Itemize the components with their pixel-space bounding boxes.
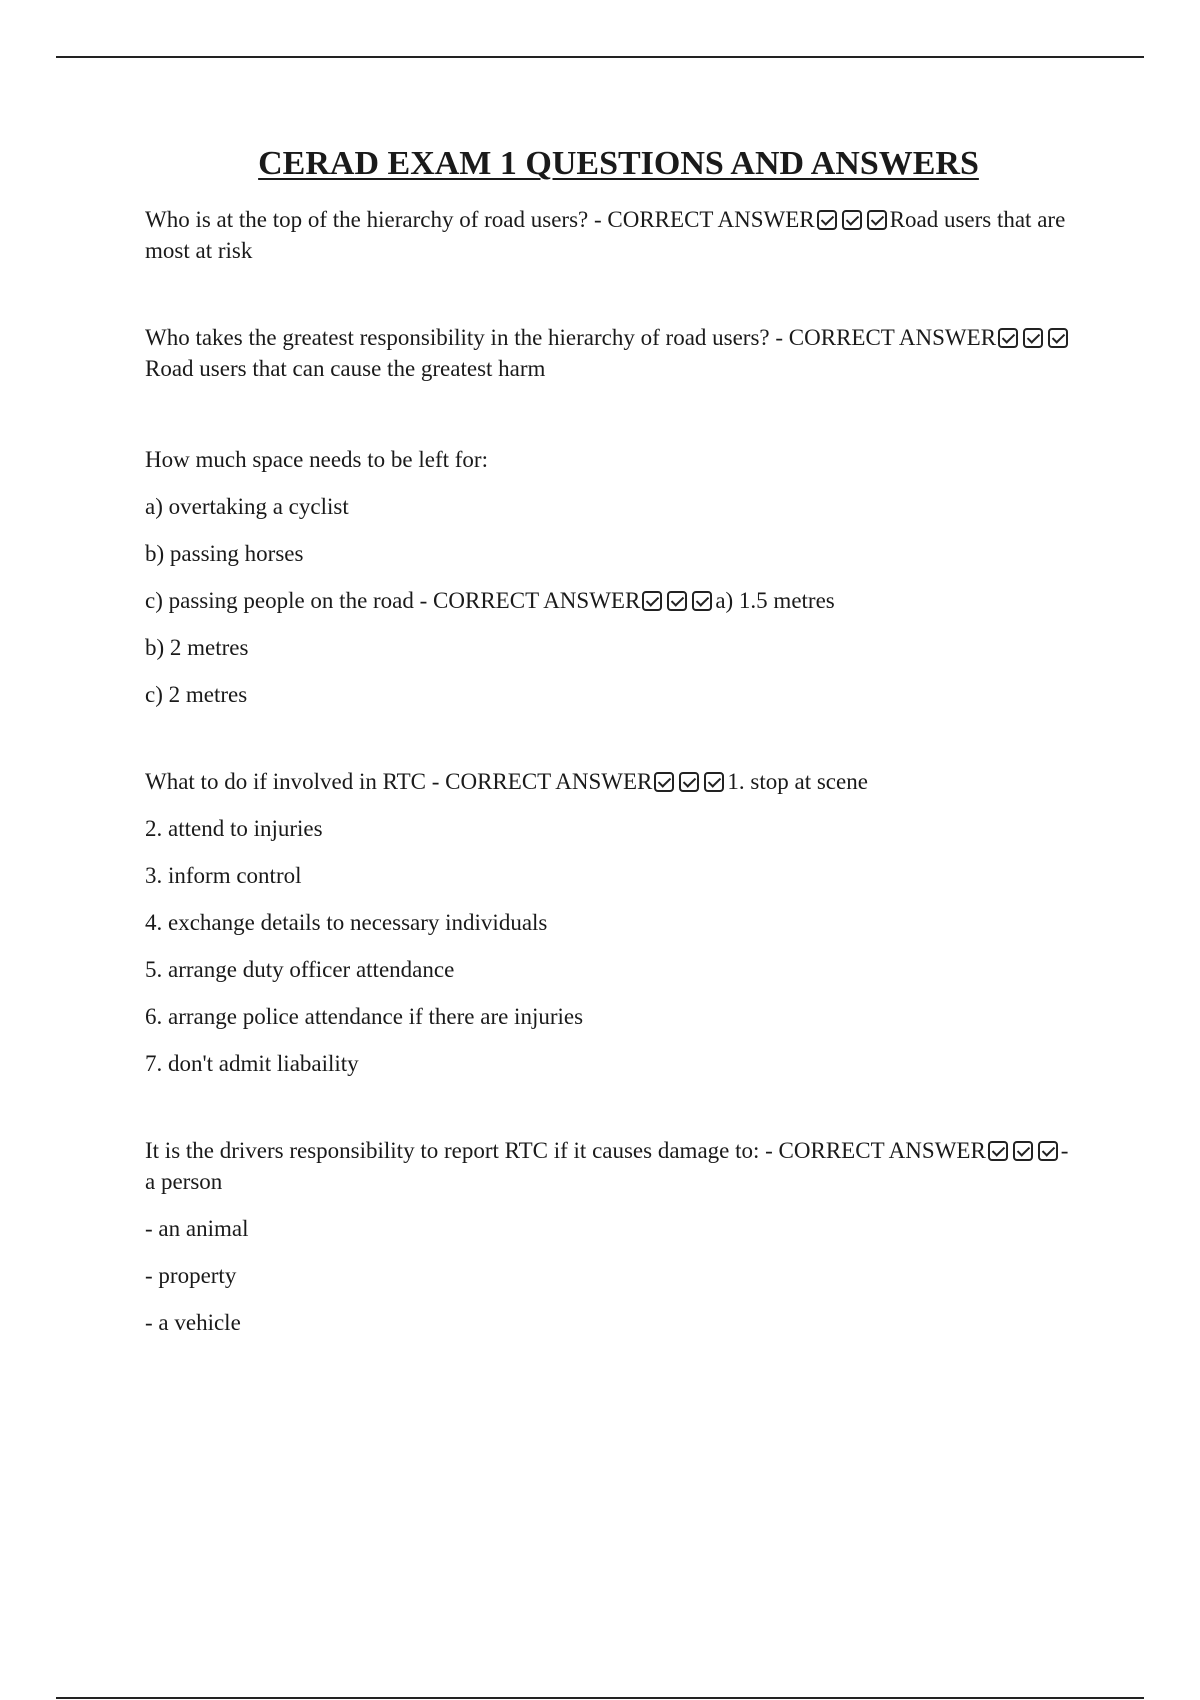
answer-line: - an animal	[145, 1216, 249, 1241]
check-box-icon	[842, 210, 862, 230]
check-box-icon	[1013, 1141, 1033, 1161]
check-box-icon	[654, 772, 674, 792]
check-box-icon	[817, 210, 837, 230]
qa-content	[145, 204, 1075, 1354]
answer-line: - property	[145, 1263, 237, 1288]
check-box-icon	[867, 210, 887, 230]
check-box-icon	[642, 591, 662, 611]
qa-item-2	[145, 322, 1075, 384]
qa-question-line	[145, 204, 1075, 266]
qa-question-line	[145, 766, 1075, 797]
question-text: c) passing people on the road - CORRECT ANSWER	[145, 588, 641, 613]
check-box-icon	[679, 772, 699, 792]
qa-question-line	[145, 322, 1075, 384]
check-box-icon	[1038, 1141, 1058, 1161]
qa-item-3	[145, 444, 1075, 710]
answer-line: - a vehicle	[145, 1310, 241, 1335]
question-text: Who takes the greatest responsibility in the hierarchy of road users? - CORRECT ANSWER	[145, 325, 997, 350]
answer-text: - a person	[145, 1138, 1069, 1194]
question-text: It is the drivers responsibility to report RTC if it causes damage to: - CORRECT ANSWER	[145, 1138, 986, 1163]
qa-item-5	[145, 1135, 1075, 1338]
check-box-icon	[692, 591, 712, 611]
qa-question-line	[145, 585, 1075, 616]
check-box-icon	[988, 1141, 1008, 1161]
answer-text: Road users that can cause the greatest harm	[145, 356, 546, 381]
qa-item-1	[145, 204, 1075, 266]
question-line: How much space needs to be left for:	[145, 447, 488, 472]
answer-line: 3. inform control	[145, 863, 302, 888]
question-text: Who is at the top of the hierarchy of road users? - CORRECT ANSWER	[145, 207, 815, 232]
qa-question-line	[145, 1135, 1075, 1197]
check-box-icon	[998, 328, 1018, 348]
question-line: a) overtaking a cyclist	[145, 494, 349, 519]
check-box-icon	[667, 591, 687, 611]
question-line: b) passing horses	[145, 541, 304, 566]
answer-line: c) 2 metres	[145, 682, 248, 707]
check-box-icon	[1023, 328, 1043, 348]
answer-line: 7. don't admit liabaility	[145, 1051, 359, 1076]
answer-line: 6. arrange police attendance if there are injuries	[145, 1004, 584, 1029]
bottom-rule	[56, 1697, 1144, 1699]
check-box-icon	[1048, 328, 1068, 348]
answer-text: Road users that are most at risk	[145, 207, 1066, 263]
answer-line: b) 2 metres	[145, 635, 249, 660]
answer-line: 5. arrange duty officer attendance	[145, 957, 455, 982]
check-box-icon	[704, 772, 724, 792]
page-title: CERAD EXAM 1 QUESTIONS AND ANSWERS	[258, 145, 979, 182]
answer-line: 2. attend to injuries	[145, 816, 323, 841]
question-text: What to do if involved in RTC - CORRECT ANSWER	[145, 769, 653, 794]
answer-text: a) 1.5 metres	[715, 588, 835, 613]
top-rule	[56, 56, 1144, 58]
answer-line: 4. exchange details to necessary individuals	[145, 910, 548, 935]
answer-text: 1. stop at scene	[727, 769, 868, 794]
qa-item-4	[145, 766, 1075, 1079]
